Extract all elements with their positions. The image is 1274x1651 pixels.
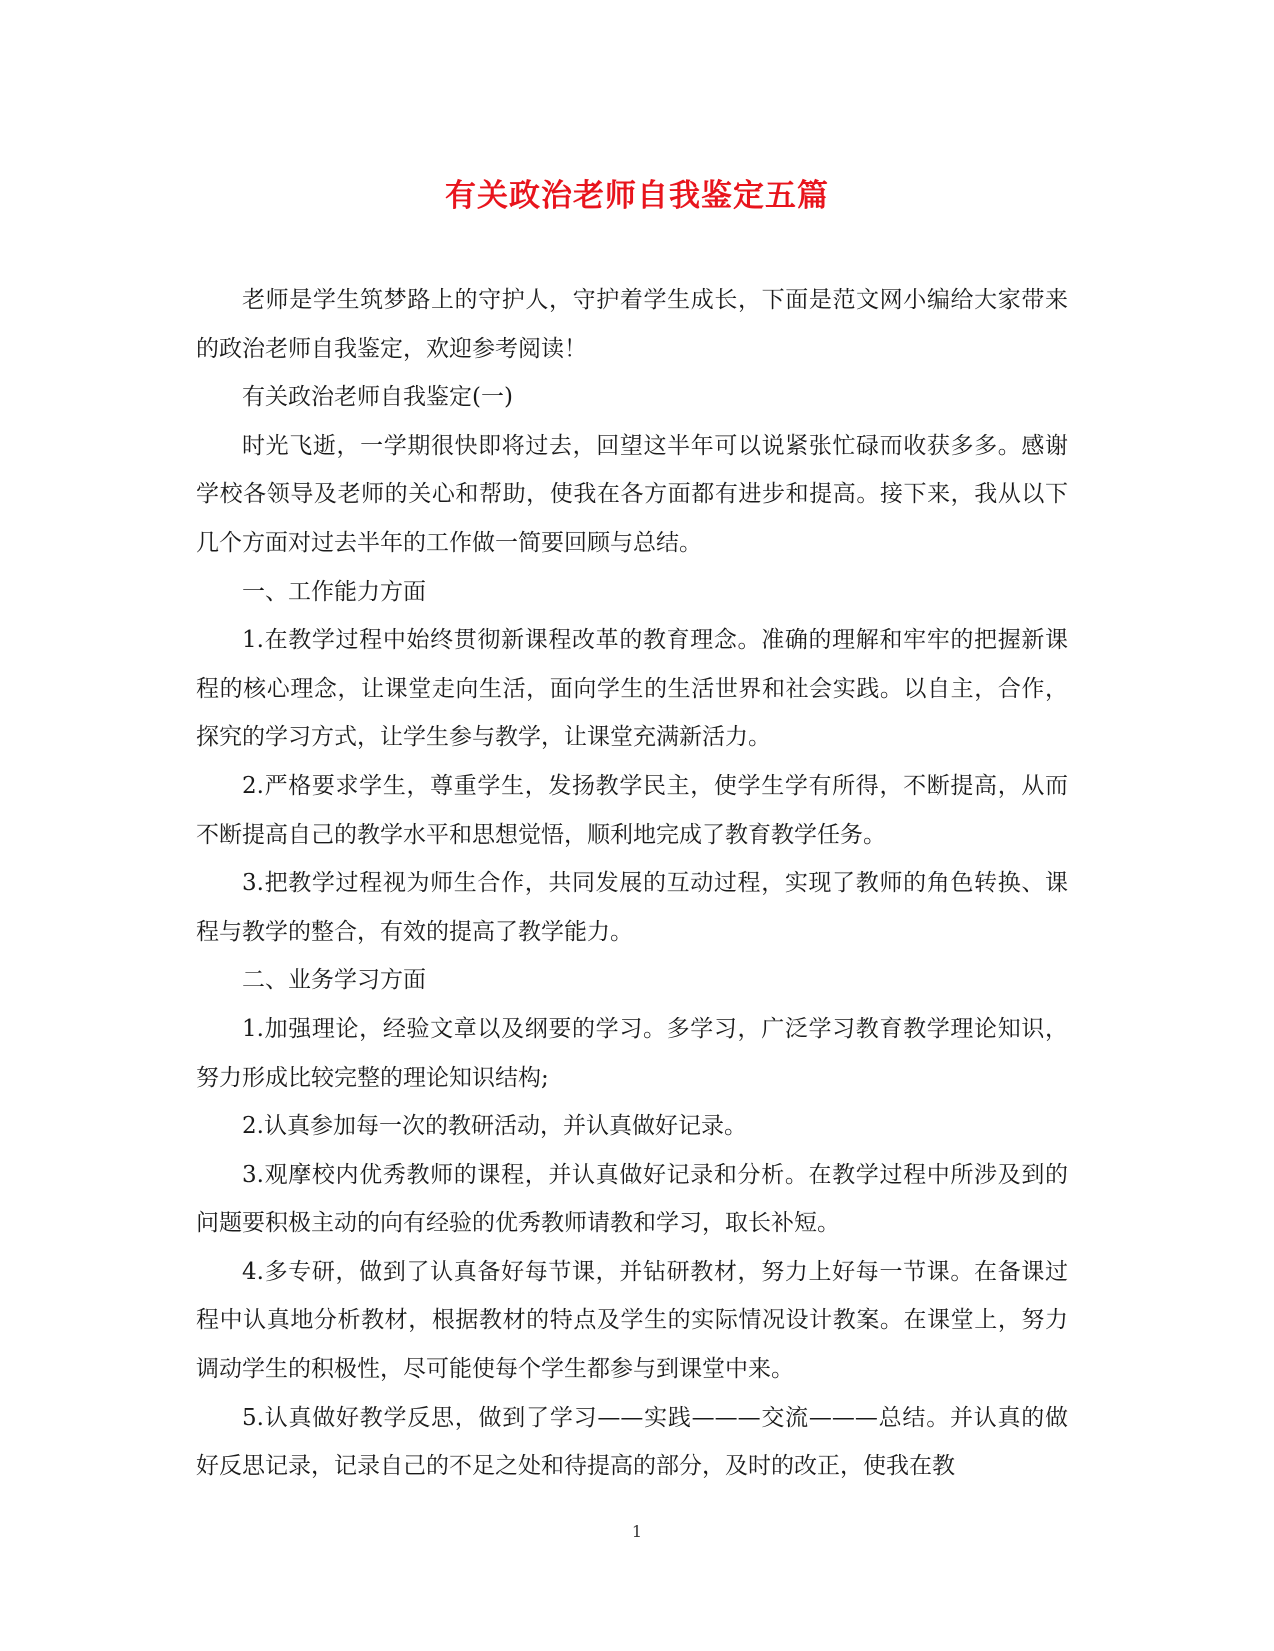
section-heading: 有关政治老师自我鉴定(一)	[242, 384, 513, 411]
paragraph: 4.多专研，做到了认真备好每节课，并钻研教材，努力上好每一节课。在备课过程中认真地分析教材，根据教材的特点及学生的实际情况设计教案。在课堂上，努力调动学生的积极性，尽可能使每个学生都参与到课堂中来。	[196, 1258, 1068, 1383]
document-body	[196, 276, 1068, 1491]
paragraph: 5.认真做好教学反思，做到了学习——实践———交流———总结。并认真的做好反思记录，记录自己的不足之处和待提高的部分，及时的改正，使我在教	[196, 1404, 1068, 1480]
paragraph: 3.把教学过程视为师生合作，共同发展的互动过程，实现了教师的角色转换、课程与教学的整合，有效的提高了教学能力。	[196, 870, 1068, 945]
paragraph: 1.加强理论，经验文章以及纲要的学习。多学习，广泛学习教育教学理论知识，努力形成比较完整的理论知识结构;	[196, 1015, 1068, 1091]
section-heading: 一、工作能力方面	[242, 578, 426, 605]
paragraph: 2.认真参加每一次的教研活动，并认真做好记录。	[242, 1113, 747, 1140]
section-heading: 二、业务学习方面	[242, 967, 426, 994]
paragraph: 老师是学生筑梦路上的守护人，守护着学生成长，下面是范文网小编给大家带来的政治老师自我鉴定，欢迎参考阅读！	[196, 287, 1068, 362]
paragraph: 3.观摩校内优秀教师的课程，并认真做好记录和分析。在教学过程中所涉及到的问题要积极主动的向有经验的优秀教师请教和学习，取长补短。	[196, 1161, 1068, 1237]
paragraph: 1.在教学过程中始终贯彻新课程改革的教育理念。准确的理解和牢牢的把握新课程的核心理念，让课堂走向生活，面向学生的生活世界和社会实践。以自主，合作，探究的学习方式，让学生参与教学，让课堂充满新活力。	[196, 627, 1068, 751]
page-number: 1	[631, 1522, 643, 1541]
document-title: 有关政治老师自我鉴定五篇	[445, 178, 829, 214]
paragraph: 2.严格要求学生，尊重学生，发扬教学民主，使学生学有所得，不断提高，从而不断提高自己的教学水平和思想觉悟，顺利地完成了教育教学任务。	[196, 772, 1068, 848]
paragraph: 时光飞逝，一学期很快即将过去，回望这半年可以说紧张忙碌而收获多多。感谢学校各领导及老师的关心和帮助，使我在各方面都有进步和提高。接下来，我从以下几个方面对过去半年的工作做一简要回顾与总结。	[196, 432, 1068, 556]
